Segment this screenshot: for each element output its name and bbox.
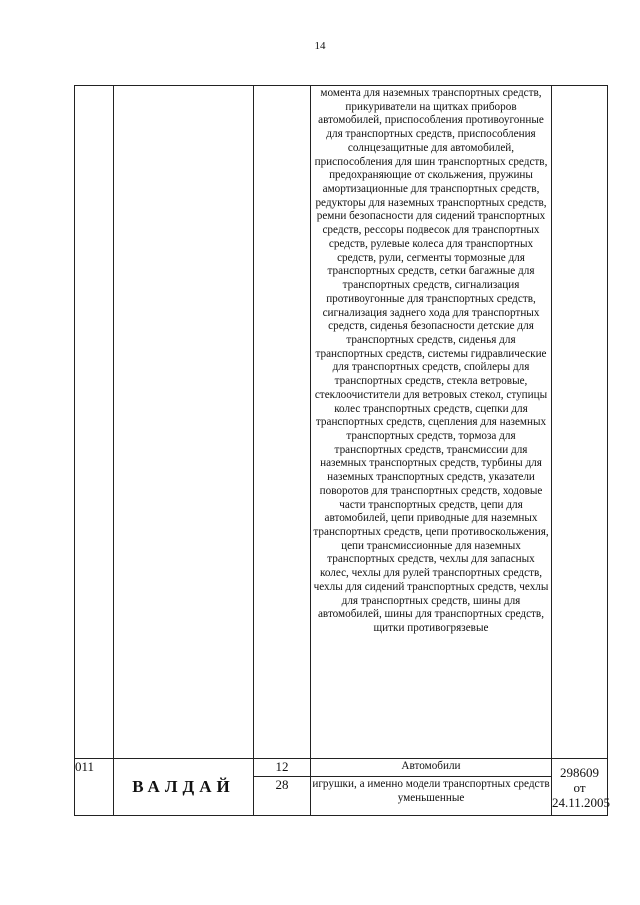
goods-description: игрушки, а именно модели транспортных средств уменьшенные: [311, 777, 552, 816]
entry-number: 011: [75, 759, 114, 816]
continuation-registration-cell: [552, 86, 608, 759]
continuation-number-cell: [75, 86, 114, 759]
continuation-class-cell: [254, 86, 311, 759]
continuation-row: [75, 86, 608, 759]
trademark-name: ВАЛДАЙ: [114, 759, 254, 816]
continuation-mark-cell: [114, 86, 254, 759]
registration-cell: [552, 759, 611, 816]
class-number: 28: [254, 777, 311, 816]
continuation-goods-text: момента для наземных транспортных средств, прикуриватели на щитках приборов автомобилей, приспособления противоугонные для транспортных средств, приспособления солнцезащитные для автомобилей, приспособления для шин транспортных средств, предохраняющие от скольжения, пружины амортизационные для транспортных средств, редукторы для наземных транспортных средств, ремни безопасности для сидений транспортных средств, рессоры подвесок для транспортных средств, рулевые колеса для транспортных средств, рули, сегменты тормозные для транспортных средств, сетки багажные для транспортных средств, сигнализация противоугонные для транспортных средств, сигнализация заднего хода для транспортных средств, сиденья безопасности детские для транспортных средств, сиденья для транспортных средств, системы гидравлические для транспортных средств, спойлеры для транспортных средств, стекла ветровые, стеклоочистители для ветровых стекол, ступицы колес транспортных средств, сцепки для транспортных средств, сцепления для наземных транспортных средств, тормоза для транспортных средств, трансмиссии для наземных транспортных средств, турбины для наземных транспортных средств, указатели поворотов для транспортных средств, ходовые части транспортных средств, цепи для автомобилей, цепи приводные для наземных транспортных средств, цепи противоскольжения, цепи трансмиссионные для наземных транспортных средств, чехлы для запасных колес, чехлы для рулей транспортных средств, чехлы для сидений транспортных средств, чехлы для транспортных средств, шины для автомобилей, шины для транспортных средств, щитки противогрязевые: [313, 87, 549, 635]
registration-date: 24.11.2005: [552, 794, 611, 810]
goods-description: Автомобили: [311, 759, 552, 777]
page-number: 14: [314, 40, 326, 52]
class-number: 12: [254, 759, 311, 777]
continuation-goods-cell: [311, 86, 552, 759]
entry-row: [75, 759, 608, 777]
registration-number: 298609: [560, 764, 599, 780]
registration-from-label: от: [573, 779, 586, 795]
trademark-table: [74, 85, 611, 816]
